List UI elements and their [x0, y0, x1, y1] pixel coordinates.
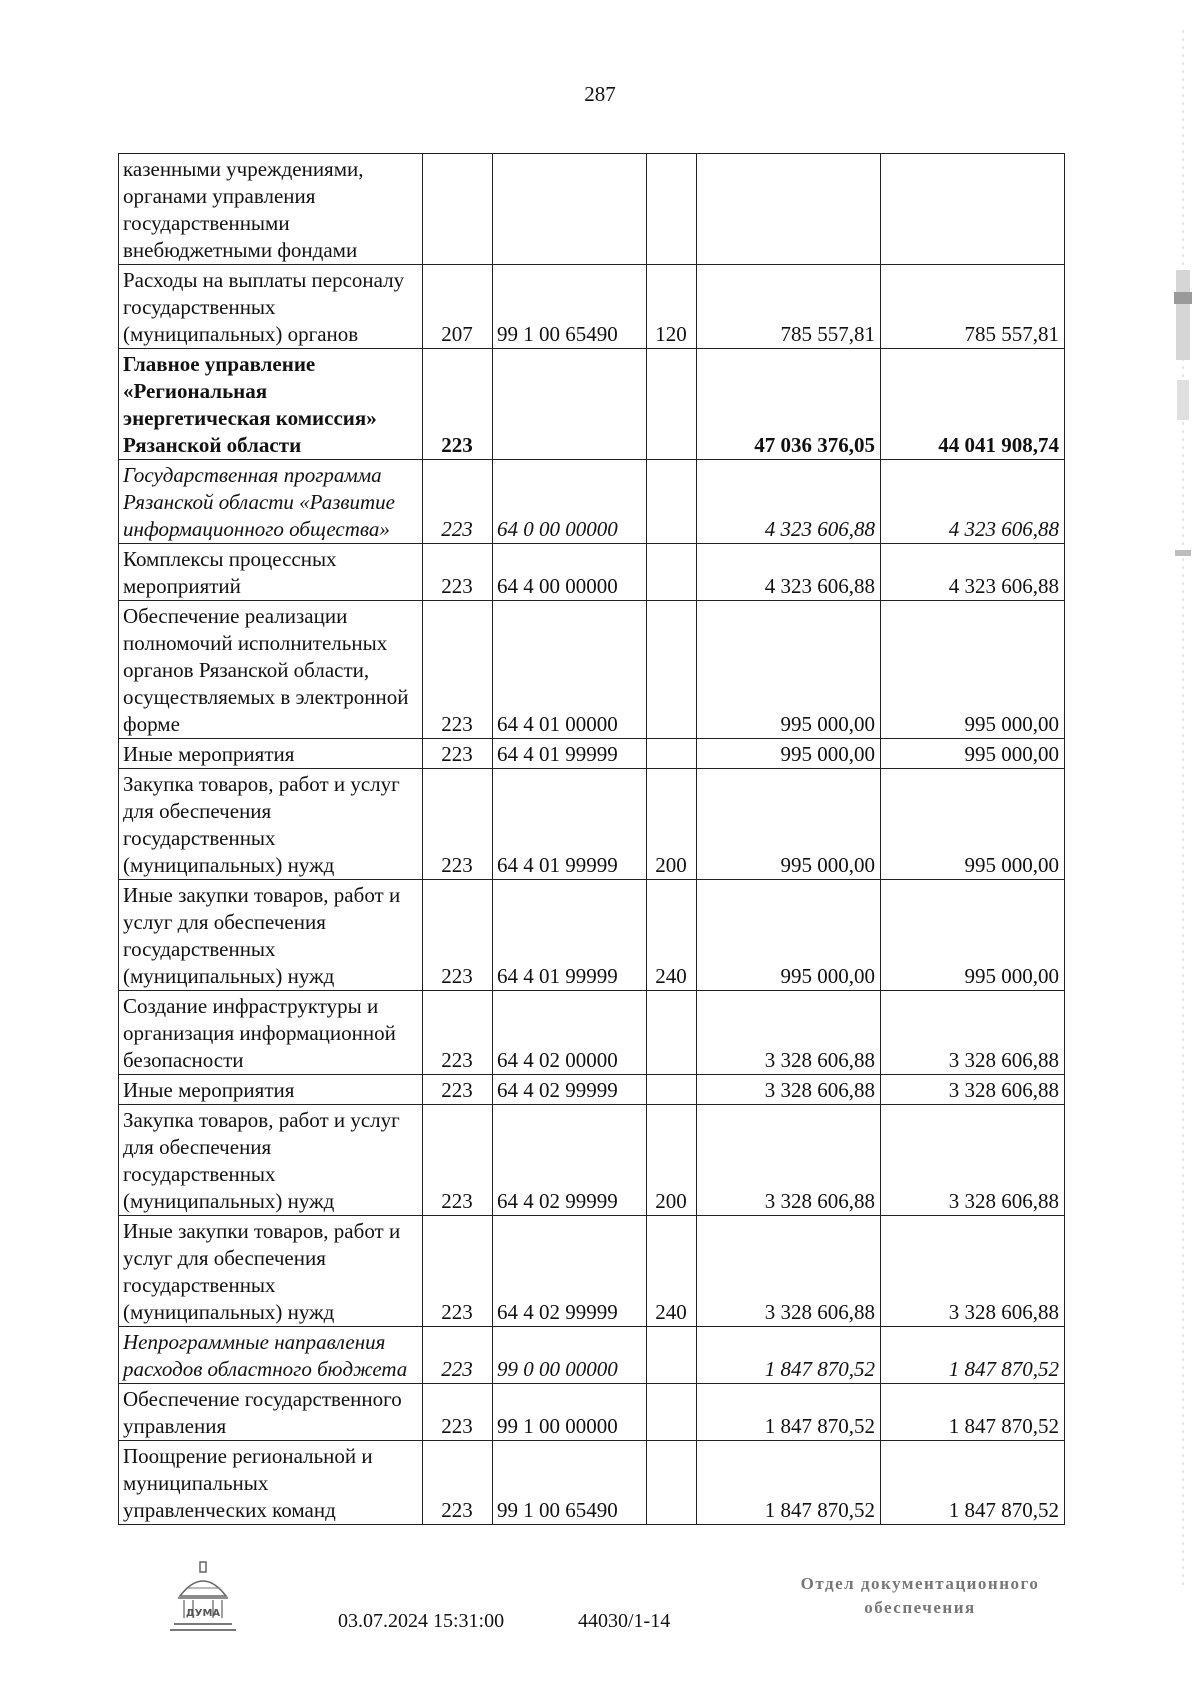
cell-amount-year-2: 785 557,81 — [881, 265, 1065, 349]
emblem-text: ДУМА — [185, 1608, 221, 1619]
cell-expense-type — [647, 739, 697, 769]
stamp-line-1: Отдел документационного — [800, 1574, 1040, 1593]
cell-amount-year-1: 3 328 606,88 — [697, 991, 881, 1075]
table-row — [119, 1216, 1065, 1327]
cell-amount-year-2: 4 323 606,88 — [881, 460, 1065, 544]
table-row — [119, 154, 1065, 265]
duma-emblem-icon — [166, 1560, 240, 1634]
cell-expense-type — [647, 991, 697, 1075]
cell-amount-year-1: 1 847 870,52 — [697, 1441, 881, 1525]
cell-name: Закупка товаров, работ и услуг для обеспечения государственных (муниципальных) нужд — [119, 769, 423, 880]
cell-amount-year-1: 1 847 870,52 — [697, 1384, 881, 1441]
cell-admin-code: 223 — [423, 991, 493, 1075]
cell-amount-year-2: 995 000,00 — [881, 601, 1065, 739]
cell-expense-type — [647, 349, 697, 460]
cell-target-article: 64 4 02 99999 — [493, 1216, 647, 1327]
cell-target-article: 99 1 00 00000 — [493, 1384, 647, 1441]
cell-target-article — [493, 349, 647, 460]
cell-admin-code: 223 — [423, 880, 493, 991]
cell-amount-year-1: 3 328 606,88 — [697, 1216, 881, 1327]
cell-admin-code: 223 — [423, 349, 493, 460]
cell-admin-code: 223 — [423, 544, 493, 601]
table-row — [119, 601, 1065, 739]
footer-datetime: 03.07.2024 15:31:00 — [338, 1610, 505, 1632]
cell-target-article: 64 0 00 00000 — [493, 460, 647, 544]
table-row — [119, 1327, 1065, 1384]
cell-expense-type — [647, 1384, 697, 1441]
cell-admin-code: 223 — [423, 1441, 493, 1525]
cell-amount-year-2: 3 328 606,88 — [881, 991, 1065, 1075]
table-body — [119, 154, 1065, 1525]
cell-admin-code: 223 — [423, 1105, 493, 1216]
cell-expense-type — [647, 154, 697, 265]
cell-target-article: 64 4 01 00000 — [493, 601, 647, 739]
table-row — [119, 739, 1065, 769]
cell-amount-year-1 — [697, 154, 881, 265]
cell-amount-year-2: 995 000,00 — [881, 739, 1065, 769]
cell-name: Иные закупки товаров, работ и услуг для обеспечения государственных (муниципальных) нужд — [119, 1216, 423, 1327]
table-row — [119, 1075, 1065, 1105]
cell-amount-year-1: 3 328 606,88 — [697, 1075, 881, 1105]
table-row — [119, 349, 1065, 460]
cell-amount-year-1: 995 000,00 — [697, 739, 881, 769]
cell-name: Обеспечение государственного управления — [119, 1384, 423, 1441]
cell-admin-code: 223 — [423, 601, 493, 739]
footer-reg-number: 44030/1-14 — [578, 1610, 671, 1632]
cell-admin-code: 223 — [423, 1384, 493, 1441]
cell-admin-code: 223 — [423, 739, 493, 769]
cell-expense-type: 240 — [647, 880, 697, 991]
cell-name: казенными учреждениями, органами управления государственными внебюджетными фондами — [119, 154, 423, 265]
cell-admin-code: 223 — [423, 769, 493, 880]
cell-amount-year-2: 1 847 870,52 — [881, 1441, 1065, 1525]
cell-amount-year-2: 3 328 606,88 — [881, 1216, 1065, 1327]
cell-expense-type — [647, 1327, 697, 1384]
cell-target-article — [493, 154, 647, 265]
cell-admin-code — [423, 154, 493, 265]
cell-amount-year-2: 3 328 606,88 — [881, 1105, 1065, 1216]
cell-amount-year-2: 44 041 908,74 — [881, 349, 1065, 460]
department-stamp — [770, 1572, 1070, 1620]
cell-amount-year-1: 785 557,81 — [697, 265, 881, 349]
table-row — [119, 1105, 1065, 1216]
cell-target-article: 64 4 02 99999 — [493, 1075, 647, 1105]
cell-admin-code: 223 — [423, 1216, 493, 1327]
cell-amount-year-1: 4 323 606,88 — [697, 460, 881, 544]
cell-amount-year-2: 3 328 606,88 — [881, 1075, 1065, 1105]
cell-amount-year-1: 995 000,00 — [697, 601, 881, 739]
cell-expense-type — [647, 601, 697, 739]
budget-table — [118, 153, 1065, 1525]
cell-amount-year-1: 995 000,00 — [697, 769, 881, 880]
page-number: 287 — [584, 82, 616, 106]
cell-target-article: 64 4 00 00000 — [493, 544, 647, 601]
cell-name: Непрограммные направления расходов областного бюджета — [119, 1327, 423, 1384]
cell-admin-code: 223 — [423, 1327, 493, 1384]
cell-expense-type: 200 — [647, 1105, 697, 1216]
cell-target-article: 64 4 01 99999 — [493, 769, 647, 880]
cell-target-article: 99 1 00 65490 — [493, 1441, 647, 1525]
cell-name: Иные закупки товаров, работ и услуг для обеспечения государственных (муниципальных) нужд — [119, 880, 423, 991]
cell-expense-type: 120 — [647, 265, 697, 349]
cell-name: Иные мероприятия — [119, 1075, 423, 1105]
cell-amount-year-1: 1 847 870,52 — [697, 1327, 881, 1384]
cell-expense-type — [647, 544, 697, 601]
cell-name: Главное управление «Региональная энергетическая комиссия» Рязанской области — [119, 349, 423, 460]
cell-name: Государственная программа Рязанской области «Развитие информационного общества» — [119, 460, 423, 544]
cell-expense-type: 200 — [647, 769, 697, 880]
cell-amount-year-2 — [881, 154, 1065, 265]
cell-expense-type: 240 — [647, 1216, 697, 1327]
table-row — [119, 544, 1065, 601]
cell-target-article: 99 0 00 00000 — [493, 1327, 647, 1384]
cell-admin-code: 223 — [423, 460, 493, 544]
cell-name: Расходы на выплаты персоналу государственных (муниципальных) органов — [119, 265, 423, 349]
cell-amount-year-1: 4 323 606,88 — [697, 544, 881, 601]
scan-edge-marks — [1170, 30, 1196, 1590]
table-row — [119, 769, 1065, 880]
table-row — [119, 880, 1065, 991]
cell-amount-year-1: 995 000,00 — [697, 880, 881, 991]
table-row — [119, 991, 1065, 1075]
cell-target-article: 99 1 00 65490 — [493, 265, 647, 349]
cell-amount-year-1: 3 328 606,88 — [697, 1105, 881, 1216]
table-row — [119, 1384, 1065, 1441]
cell-target-article: 64 4 01 99999 — [493, 880, 647, 991]
cell-amount-year-2: 4 323 606,88 — [881, 544, 1065, 601]
cell-name: Закупка товаров, работ и услуг для обеспечения государственных (муниципальных) нужд — [119, 1105, 423, 1216]
cell-amount-year-2: 1 847 870,52 — [881, 1384, 1065, 1441]
cell-amount-year-2: 995 000,00 — [881, 880, 1065, 991]
cell-name: Создание инфраструктуры и организация информационной безопасности — [119, 991, 423, 1075]
cell-target-article: 64 4 01 99999 — [493, 739, 647, 769]
cell-amount-year-2: 1 847 870,52 — [881, 1327, 1065, 1384]
cell-amount-year-2: 995 000,00 — [881, 769, 1065, 880]
stamp-line-2: обеспечения — [864, 1598, 976, 1617]
cell-admin-code: 223 — [423, 1075, 493, 1105]
cell-name: Комплексы процессных мероприятий — [119, 544, 423, 601]
cell-admin-code: 207 — [423, 265, 493, 349]
cell-target-article: 64 4 02 99999 — [493, 1105, 647, 1216]
table-row — [119, 460, 1065, 544]
cell-target-article: 64 4 02 00000 — [493, 991, 647, 1075]
cell-expense-type — [647, 460, 697, 544]
cell-expense-type — [647, 1441, 697, 1525]
cell-name: Иные мероприятия — [119, 739, 423, 769]
table-row — [119, 265, 1065, 349]
cell-amount-year-1: 47 036 376,05 — [697, 349, 881, 460]
table-row — [119, 1441, 1065, 1525]
cell-expense-type — [647, 1075, 697, 1105]
cell-name: Обеспечение реализации полномочий исполнительных органов Рязанской области, осуществляемых в электронной форме — [119, 601, 423, 739]
cell-name: Поощрение региональной и муниципальных управленческих команд — [119, 1441, 423, 1525]
